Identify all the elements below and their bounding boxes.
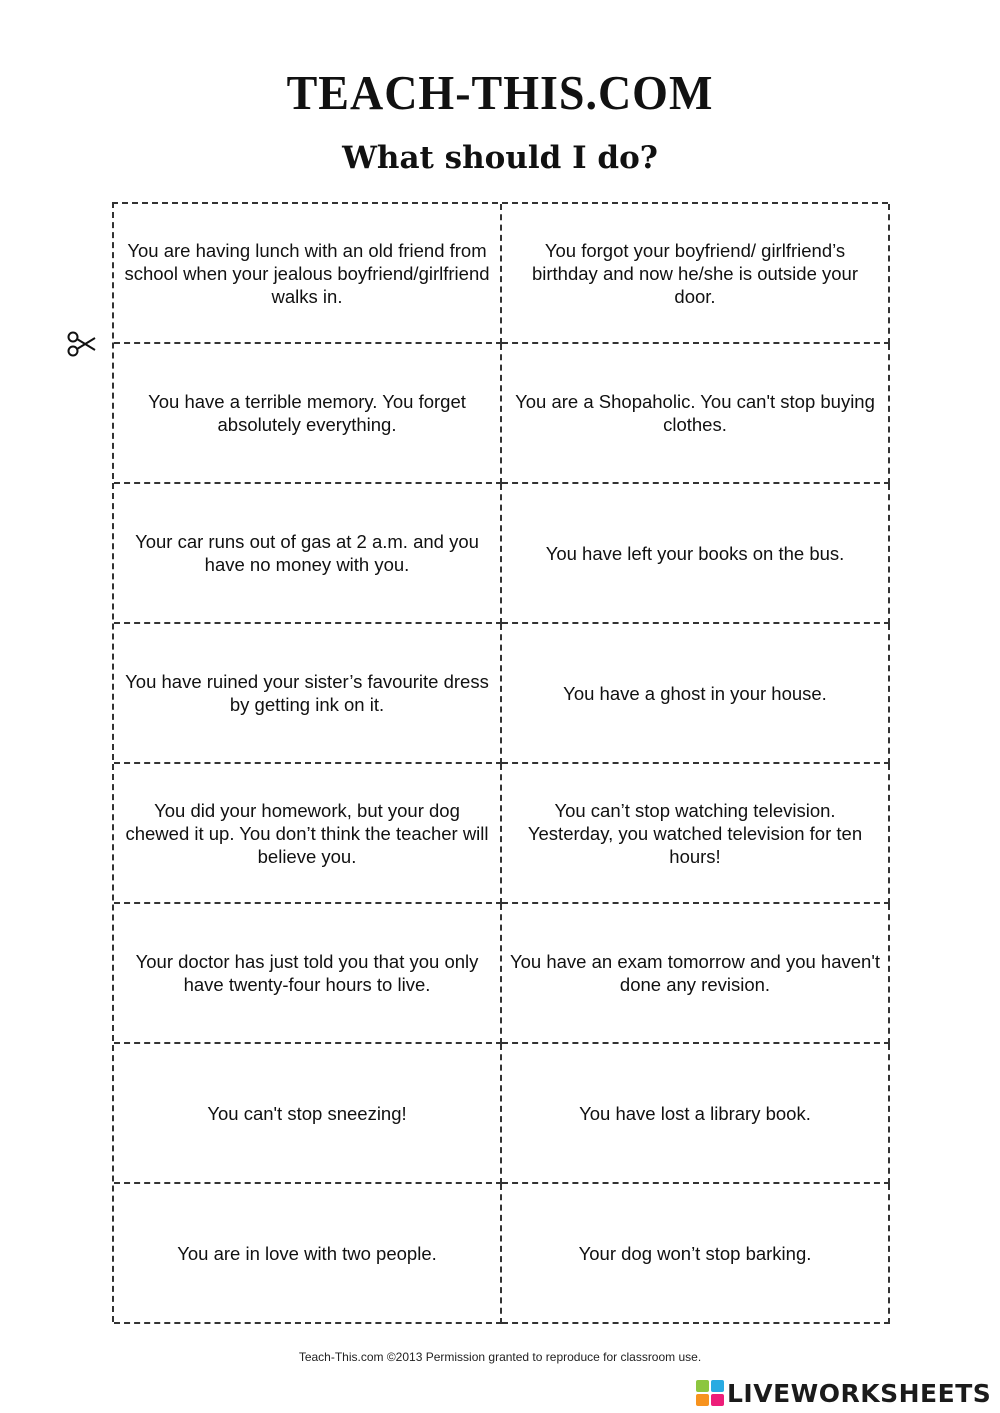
card: You are having lunch with an old friend from school when your jealous boyfriend/girlfriend walks in. <box>114 204 502 344</box>
watermark-text: LIVEWORKSHEETS <box>727 1378 992 1408</box>
page-title: What should I do? <box>342 140 658 176</box>
card: You forgot your boyfriend/ girlfriend’s birthday and now he/she is outside your door. <box>502 204 890 344</box>
logo-tile <box>711 1380 724 1392</box>
logo-tile <box>696 1394 709 1406</box>
logo-tile <box>711 1394 724 1406</box>
scissors-icon <box>64 326 100 362</box>
card: You have a terrible memory. You forget absolutely everything. <box>114 344 502 484</box>
liveworksheets-logo-icon <box>696 1380 724 1406</box>
card: Your dog won’t stop barking. <box>502 1184 890 1324</box>
card: You have lost a library book. <box>502 1044 890 1184</box>
brand-title: TEACH-THIS.COM <box>286 65 714 120</box>
card: Your car runs out of gas at 2 a.m. and you have no money with you. <box>114 484 502 624</box>
card: You have an exam tomorrow and you haven't done any revision. <box>502 904 890 1044</box>
card-grid <box>112 202 888 1322</box>
card: You are a Shopaholic. You can't stop buying clothes. <box>502 344 890 484</box>
card: You are in love with two people. <box>114 1184 502 1324</box>
card: You can't stop sneezing! <box>114 1044 502 1184</box>
card: You have a ghost in your house. <box>502 624 890 764</box>
logo-tile <box>696 1380 709 1392</box>
card: You have left your books on the bus. <box>502 484 890 624</box>
liveworksheets-watermark <box>696 1378 991 1408</box>
card: You did your homework, but your dog chewed it up. You don’t think the teacher will believe you. <box>114 764 502 904</box>
card: Your doctor has just told you that you only have twenty-four hours to live. <box>114 904 502 1044</box>
card: You can’t stop watching television. Yesterday, you watched television for ten hours! <box>502 764 890 904</box>
card: You have ruined your sister’s favourite dress by getting ink on it. <box>114 624 502 764</box>
copyright-footer: Teach-This.com ©2013 Permission granted to reproduce for classroom use. <box>298 1350 702 1364</box>
